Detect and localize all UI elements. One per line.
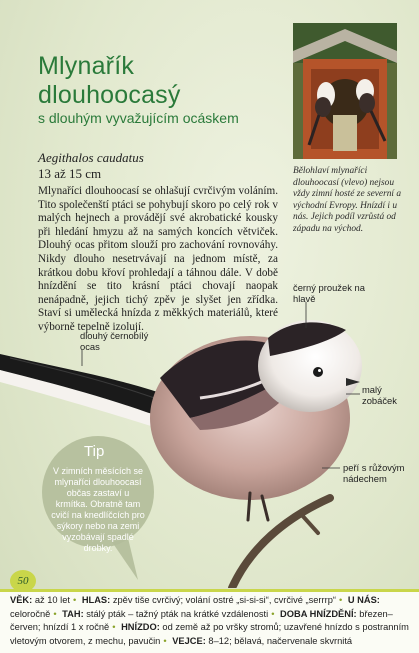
fact-where-label: U NÁS:	[347, 595, 380, 605]
fact-migration: stálý pták – tažný pták na krátké vzdálenosti	[86, 608, 269, 619]
page-number: 50	[10, 570, 36, 592]
title-line-1: Mlynařík	[38, 52, 135, 80]
fact-voice-label: HLAS:	[81, 595, 111, 605]
tip-heading: Tip	[84, 443, 105, 460]
fact-migration-label: TAH:	[62, 608, 84, 619]
facts-box	[0, 589, 419, 653]
label-head-stripe: černý proužek na hlavě	[293, 282, 365, 304]
fact-age-label: VĚK:	[10, 595, 33, 605]
bullet-icon: •	[53, 608, 57, 619]
bullet-icon: •	[271, 608, 275, 619]
bullet-icon: •	[163, 635, 167, 646]
fact-eggs-label: VEJCE:	[172, 635, 206, 646]
photo-caption: Bělohlaví mlynaříci dlouhoocasí (vlevo) nejsou vždy zimní hosté ze severní a východní Evropy. Hnízdí i u nás. Jejich podíl vzrůstá od západu na východ.	[293, 166, 402, 234]
fact-nesting-time-label: DOBA HNÍZDĚNÍ:	[280, 608, 357, 619]
label-beak: malý zobáček	[362, 384, 397, 406]
feeder-photo	[293, 23, 397, 159]
feeder-illustration	[293, 23, 397, 159]
fact-where: celoročně	[10, 608, 51, 619]
label-feathers: peří s růžovým nádechem	[343, 462, 405, 484]
subtitle: s dlouhým vyvažujícím ocáskem	[38, 110, 239, 126]
title-line-2: dlouhoocasý	[38, 81, 181, 109]
fact-voice: zpěv tiše cvrčivý; volání ostré „si-si-si“, cvrčivé „serrrp“	[112, 595, 336, 605]
bullet-icon: •	[338, 595, 343, 605]
facts-text	[10, 594, 410, 648]
body-text: Mlynaříci dlouhoocasí se ohlašují cvrčivým voláním. Tito společenští ptáci se pohybují skoro po celý rok v malých hejnech a provádějí své akrobatické kousky při hledání hmyzu až na samých koncích větviček. Dlouhý ocas přitom slouží pro zachování rovnováhy. Nikdy dlouho nesetrvávají na jednom místě, za krátkou dobu křoví prohledají a táhnou dále. V době hnízdění se tito krásní ptáci chovají naopak nenápadně, jejich tichý zpěv je slyšet jen zřídka. Staví si umělecká hnízda z měkkých materiálů, které výborně tepelně izolují.	[38, 185, 278, 333]
bullet-icon: •	[72, 595, 77, 605]
bird-size: 13 až 15 cm	[38, 166, 102, 181]
page-title	[38, 52, 181, 110]
latin-name: Aegithalos caudatus	[38, 150, 144, 165]
tip-text: V zimních měsících se mlynaříci dlouhoocasí občas zastaví u krmítka. Obratně tam cvičí na knedlíčcích pro sýkory nebo na zemi vyzobávají spadlé drobky.	[51, 466, 145, 553]
fact-nesting-time: březen–červen; hnízdí 1 x ročně	[10, 608, 393, 633]
fact-nest-label: HNÍZDO:	[121, 622, 160, 633]
fact-age: až 10 let	[34, 595, 70, 605]
label-tail: dlouhý černobílý ocas	[80, 330, 149, 352]
fact-nest: od země až po vršky stromů; uzavřené hnízdo s postranním vletovým otvorem, z mechu, pavučin	[10, 622, 409, 646]
fact-eggs: 8–12; bělavá, načervenale skvrnitá	[208, 635, 353, 646]
bullet-icon: •	[112, 622, 116, 633]
